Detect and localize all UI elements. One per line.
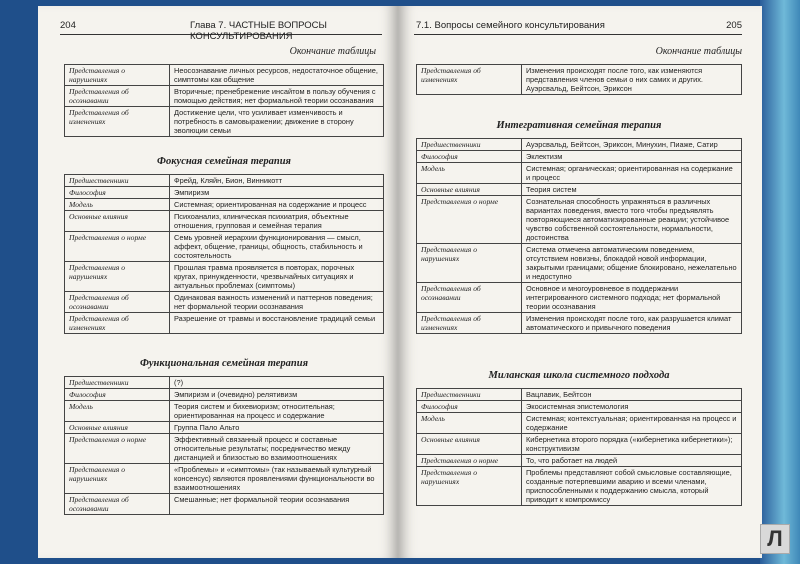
right-page bbox=[398, 6, 762, 558]
table-row bbox=[65, 262, 384, 292]
row-key: Представления о нарушениях bbox=[65, 262, 170, 292]
table-row bbox=[417, 389, 742, 401]
row-key: Философия bbox=[417, 401, 522, 413]
table-row bbox=[65, 389, 384, 401]
row-key: Модель bbox=[65, 199, 170, 211]
row-key: Предшественники bbox=[417, 389, 522, 401]
row-value: Прошлая травма проявляется в повторах, порочных кругах, принужденности, чрезвычайных ситуациях и актуальных проблемах (симптомы) bbox=[170, 262, 384, 292]
row-key: Представления о нарушениях bbox=[417, 467, 522, 506]
page-number: 205 bbox=[726, 20, 742, 31]
table-row bbox=[417, 139, 742, 151]
row-value: Эклектизм bbox=[522, 151, 742, 163]
table-row bbox=[417, 196, 742, 244]
row-value: Системная; органическая; ориентированная на содержание и процесс bbox=[522, 163, 742, 184]
section-title: Функциональная семейная терапия bbox=[139, 358, 309, 369]
page-header bbox=[60, 20, 382, 42]
row-key: Представления об изменениях bbox=[417, 313, 522, 334]
row-value: Достижение цели, что усиливает изменчивость и потребность в самовыражении; движение в сторону эволюции семьи bbox=[170, 107, 384, 137]
table-row bbox=[65, 377, 384, 389]
table-continued bbox=[416, 64, 742, 95]
row-key: Философия bbox=[65, 187, 170, 199]
row-key: Представления об осознавании bbox=[417, 283, 522, 313]
row-value: Проблемы представляют собой смысловые составляющие, созданные потерпевшими аварию и всеми членами, приспособленными к поддержанию смысла, который приводит к компромиссу bbox=[522, 467, 742, 506]
row-key: Представления об осознавании bbox=[65, 494, 170, 515]
table-row bbox=[65, 292, 384, 313]
table-row bbox=[65, 232, 384, 262]
table-row bbox=[417, 413, 742, 434]
row-key: Философия bbox=[65, 389, 170, 401]
row-value: Теория систем bbox=[522, 184, 742, 196]
section-title: Миланская школа системного подхода bbox=[488, 370, 670, 381]
row-value: Сознательная способность упражняться в различных вариантах поведения, вместо того чтобы предъявлять повторяющиеся автоматизированные реакции; устойчивое чувство собственной состоятельности, нормальности, достоинства bbox=[522, 196, 742, 244]
row-value: Системная; ориентированная на содержание и процесс bbox=[170, 199, 384, 211]
table-row bbox=[417, 244, 742, 283]
row-key: Предшественники bbox=[65, 377, 170, 389]
row-value: Группа Пало Альто bbox=[170, 422, 384, 434]
row-value: Изменения происходят после того, как изменяются представления членов семьи о них самих и других. Ауэрсвальд, Бейтсон, Эриксон bbox=[522, 65, 742, 95]
row-key: Представления о нарушениях bbox=[65, 65, 170, 86]
row-value: Одинаковая важность изменений и паттернов поведения; нет формальной теории осознавания bbox=[170, 292, 384, 313]
row-value: Кибернетика второго порядка («кибернетика кибернетики»); конструктивизм bbox=[522, 434, 742, 455]
background-edge bbox=[760, 0, 800, 564]
table-row bbox=[65, 65, 384, 86]
row-value: Семь уровней иерархии функционирования — смысл, аффект, общение, границы, общность, стабильность и состоятельность bbox=[170, 232, 384, 262]
row-key: Представления о норме bbox=[65, 434, 170, 464]
row-value: Эмпиризм bbox=[170, 187, 384, 199]
row-value: Фрейд, Кляйн, Бион, Винникотт bbox=[170, 175, 384, 187]
table-row bbox=[417, 467, 742, 506]
section-title: Интегративная семейная терапия bbox=[496, 120, 662, 131]
table-row bbox=[417, 401, 742, 413]
row-value: Психоанализ, клиническая психиатрия, объектные отношения, групповая и семейная терапия bbox=[170, 211, 384, 232]
row-value: Система отмечена автоматическим поведением, отсутствием новизны, блокадой новой информации, закрытыми границами; общение блокировано, нежелательно и недоступно bbox=[522, 244, 742, 283]
row-value: Изменения происходят после того, как разрушается климат автоматического и привычного поведения bbox=[522, 313, 742, 334]
table-row bbox=[417, 184, 742, 196]
row-key: Основные влияния bbox=[417, 434, 522, 455]
table-row bbox=[65, 211, 384, 232]
table-row bbox=[417, 283, 742, 313]
row-key: Предшественники bbox=[65, 175, 170, 187]
row-key: Представления об осознавании bbox=[65, 292, 170, 313]
row-value: Системная; контекстуальная; ориентированная на процесс и содержание bbox=[522, 413, 742, 434]
row-value: Вацлавик, Бейтсон bbox=[522, 389, 742, 401]
row-key: Представления о нарушениях bbox=[65, 464, 170, 494]
row-value: Смешанные; нет формальной теории осознавания bbox=[170, 494, 384, 515]
table-row bbox=[65, 434, 384, 464]
table-continued bbox=[64, 64, 384, 137]
table-row bbox=[417, 313, 742, 334]
row-key: Представления о норме bbox=[417, 196, 522, 244]
row-value: Экосистемная эпистемология bbox=[522, 401, 742, 413]
table-integrative-therapy bbox=[416, 138, 742, 334]
row-key: Модель bbox=[417, 163, 522, 184]
table-row bbox=[65, 199, 384, 211]
table-row bbox=[65, 313, 384, 334]
row-key: Представления об изменениях bbox=[417, 65, 522, 95]
row-value: Эмпиризм и (очевидно) релятивизм bbox=[170, 389, 384, 401]
table-row bbox=[65, 175, 384, 187]
end-of-table-label: Окончание таблицы bbox=[289, 46, 376, 57]
table-functional-therapy bbox=[64, 376, 384, 515]
row-value: Разрешение от травмы и восстановление традиций семьи bbox=[170, 313, 384, 334]
table-row bbox=[65, 187, 384, 199]
row-key: Предшественники bbox=[417, 139, 522, 151]
row-key: Представления о норме bbox=[417, 455, 522, 467]
row-key: Представления об изменениях bbox=[65, 313, 170, 334]
table-row bbox=[417, 163, 742, 184]
chapter-title: Глава 7. ЧАСТНЫЕ ВОПРОСЫ КОНСУЛЬТИРОВАНИЯ bbox=[190, 20, 327, 42]
row-key: Основные влияния bbox=[65, 422, 170, 434]
page-header bbox=[414, 20, 742, 35]
page-number: 204 bbox=[60, 20, 76, 31]
row-key: Модель bbox=[65, 401, 170, 422]
table-row bbox=[65, 464, 384, 494]
watermark-logo: Л bbox=[760, 524, 790, 554]
row-value: «Проблемы» и «симптомы» (так называемый культурный консенсус) являются проявлениями функциональности во взаимоотношениях bbox=[170, 464, 384, 494]
row-key: Философия bbox=[417, 151, 522, 163]
table-row bbox=[65, 401, 384, 422]
row-value: То, что работает на людей bbox=[522, 455, 742, 467]
row-value: (?) bbox=[170, 377, 384, 389]
row-value: Теория систем и бихевиоризм; относительная; ориентированная на процесс и содержание bbox=[170, 401, 384, 422]
row-key: Модель bbox=[417, 413, 522, 434]
end-of-table-label: Окончание таблицы bbox=[655, 46, 742, 57]
row-key: Представления об осознавании bbox=[65, 86, 170, 107]
row-value: Основное и многоуровневое в поддержании интегрированного системного подхода; нет формальной теории осознавания bbox=[522, 283, 742, 313]
table-milan-school bbox=[416, 388, 742, 506]
table-row bbox=[65, 86, 384, 107]
table-row bbox=[65, 107, 384, 137]
row-key: Основные влияния bbox=[417, 184, 522, 196]
chapter-title: 7.1. Вопросы семейного консультирования bbox=[416, 20, 605, 31]
table-row bbox=[65, 422, 384, 434]
row-key: Представления о нарушениях bbox=[417, 244, 522, 283]
table-row bbox=[65, 494, 384, 515]
section-title: Фокусная семейная терапия bbox=[157, 156, 291, 167]
row-value: Неосознавание личных ресурсов, недостаточное общение, симптомы как общение bbox=[170, 65, 384, 86]
row-value: Ауэрсвальд, Бейтсон, Эриксон, Минухин, Пиаже, Сатир bbox=[522, 139, 742, 151]
row-value: Вторичные; пренебрежение инсайтом в пользу обучения с помощью действия; нет формальной теории осознавания bbox=[170, 86, 384, 107]
row-value: Эффективный связанный процесс и составные относительные результаты; посредничество между дистанцией и близостью во взаимоотношениях bbox=[170, 434, 384, 464]
table-row bbox=[417, 65, 742, 95]
row-key: Представления о норме bbox=[65, 232, 170, 262]
left-page bbox=[38, 6, 398, 558]
row-key: Представления об изменениях bbox=[65, 107, 170, 137]
table-row bbox=[417, 455, 742, 467]
table-focal-therapy bbox=[64, 174, 384, 334]
table-row bbox=[417, 434, 742, 455]
row-key: Основные влияния bbox=[65, 211, 170, 232]
table-row bbox=[417, 151, 742, 163]
